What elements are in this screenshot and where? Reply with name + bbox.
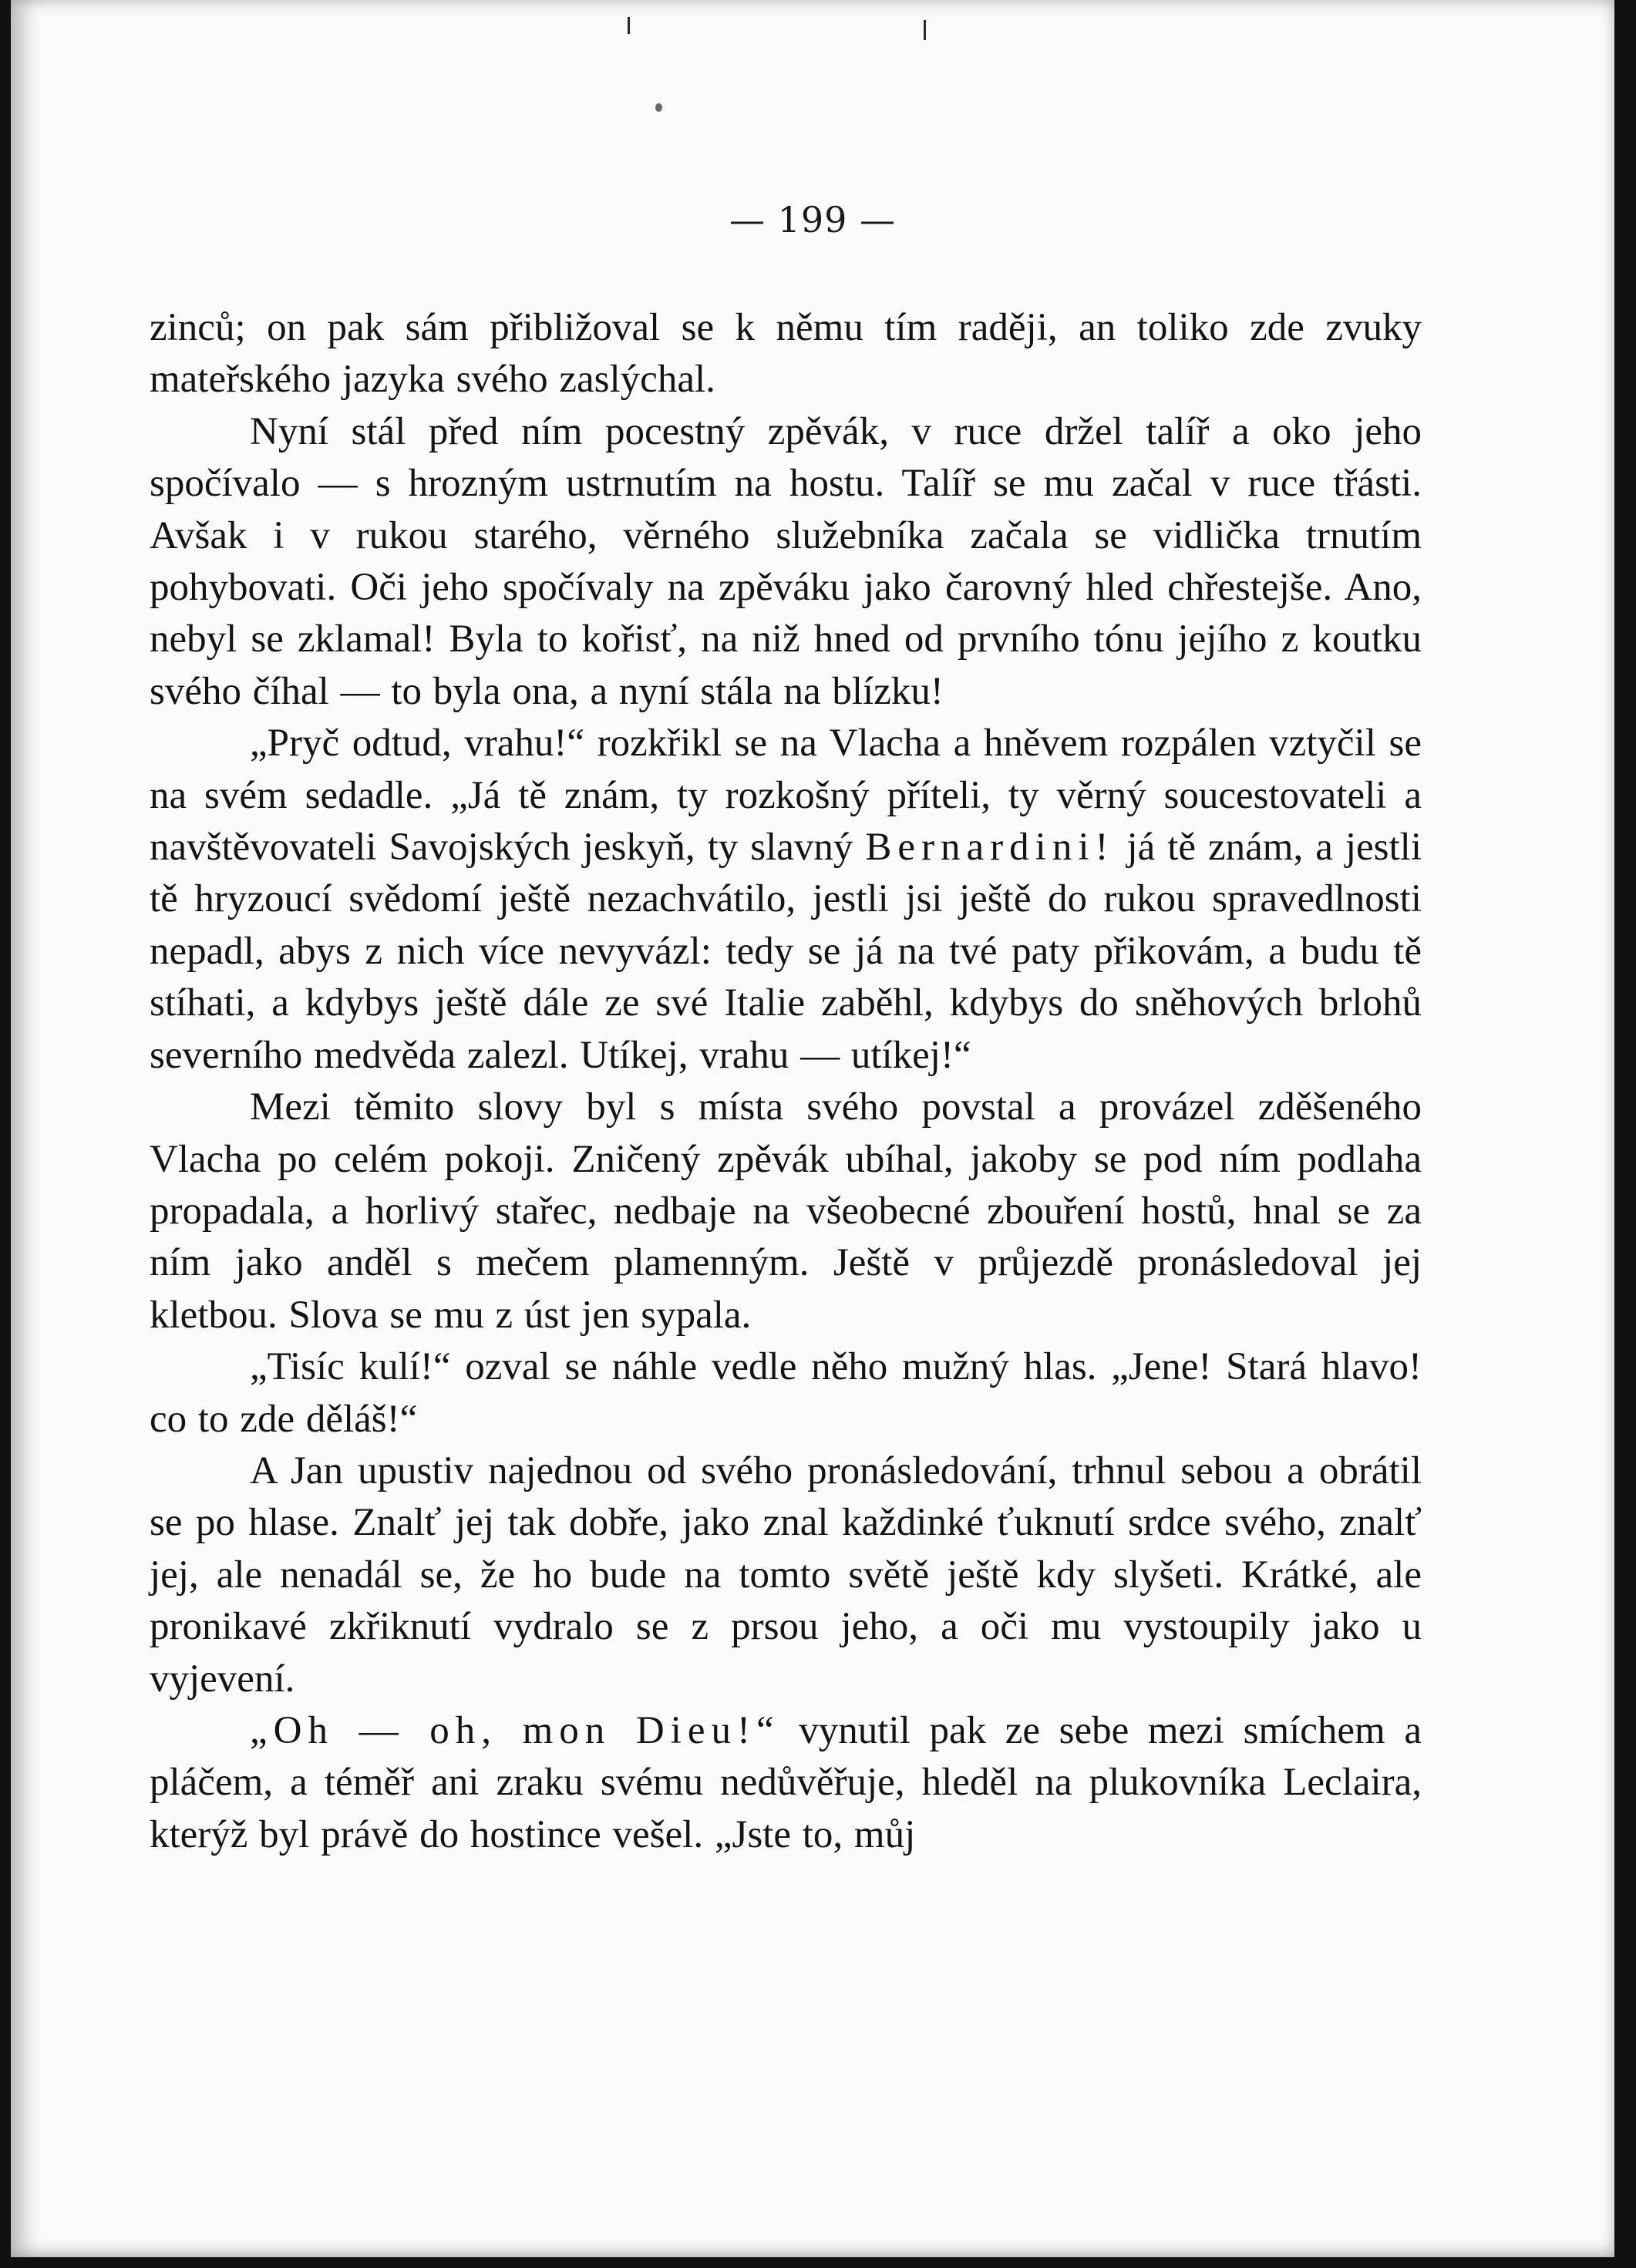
paragraph: A Jan upustiv najednou od svého pronásledování, trhnul sebou a obrátil se po hlase. Znalť jej tak dobře, jako znal každinké ťuknutí srdce svého, znalť jej, ale nenadál se, že ho bude na tomto světě ještě kdy slyšeti. Krátké, ale pronikavé zkřiknutí vydralo se z prsou jeho, a oči mu vystoupily jako u vyjevení.: [150, 1449, 1422, 1701]
paragraph: Nyní stál před ním pocestný zpěvák, v ruce držel talíř a oko jeho spočívalo — s hrozným ustrnutím na hostu. Talíř se mu začal v ruce třásti. Avšak i v rukou starého, věrného služebníka začala se vidlička trnutím pohybovati. Oči jeho spočívaly na zpěváku jako čarovný hled chřestejše. Ano, nebyl se zklamal! Byla to kořisť, na niž hned od prvního tónu jejího z koutku svého číhal — to byla ona, a nyní stála na blízku!: [150, 409, 1422, 713]
body-text: [150, 302, 1422, 1861]
paragraph: „Tisíc kulí!“ ozval se náhle vedle něho mužný hlas. „Jene! Stará hlavo! co to zde děláš!“: [150, 1345, 1422, 1441]
paragraph: [150, 1705, 1422, 1861]
paragraph-text: „Pryč odtud, vrahu!“ rozkřikl se na Vlacha a hněvem rozpálen vztyčil se na svém sedadle. „Já tě znám, ty rozkošný příteli, ty věrný soucestovateli a navštěvovateli Savojských jeskyň, ty slavný: [150, 722, 1422, 870]
paragraph-text: já tě znám, a jestli tě hryzoucí svědomí ještě nezachvátilo, jestli jsi ještě do rukou spravedlnosti nepadl, abys z nich více nevyvázl: tedy se já na tvé paty přikovám, a budu tě stíhati, a kdybys ještě dále ze své Italie zaběhl, kdybys do sněhových brlohů severního medvěda zalezl. Utíkej, vrahu — utíkej!“: [150, 826, 1422, 1077]
book-page: [11, 0, 1614, 2257]
paragraph: Mezi těmito slovy byl s místa svého povstal a provázel zděšeného Vlacha po celém pokoji. Zničený zpěvák ubíhal, jakoby se pod ním podlaha propadala, a horlivý stařec, nedbaje na všeobecné zbouření hostů, hnal se za ním jako anděl s mečem plamenným. Ještě v průjezdě pronásledoval jej kletbou. Slova se mu z úst jen sypala.: [150, 1085, 1422, 1337]
ink-speck: [655, 103, 662, 112]
page-number: — 199 —: [729, 199, 897, 241]
top-edge-mark: [924, 20, 926, 40]
top-edge-mark: [628, 17, 630, 34]
spaced-name: Bernardini!: [865, 826, 1115, 870]
spaced-exclamation: „Oh — oh, mon Dieu!“: [250, 1708, 780, 1752]
paragraph: zinců; on pak sám přibližoval se k němu tím raději, an toliko zde zvuky mateřského jazyka svého zaslýchal.: [150, 306, 1422, 402]
paragraph-text: vynutil pak ze sebe mezi smíchem a pláčem, a téměř ani zraku svému nedůvěřuje, hleděl na plukovníka Leclaira, kterýž byl právě do hostince vešel. „Jste to, můj: [150, 1708, 1422, 1856]
paragraph: [150, 718, 1422, 1082]
